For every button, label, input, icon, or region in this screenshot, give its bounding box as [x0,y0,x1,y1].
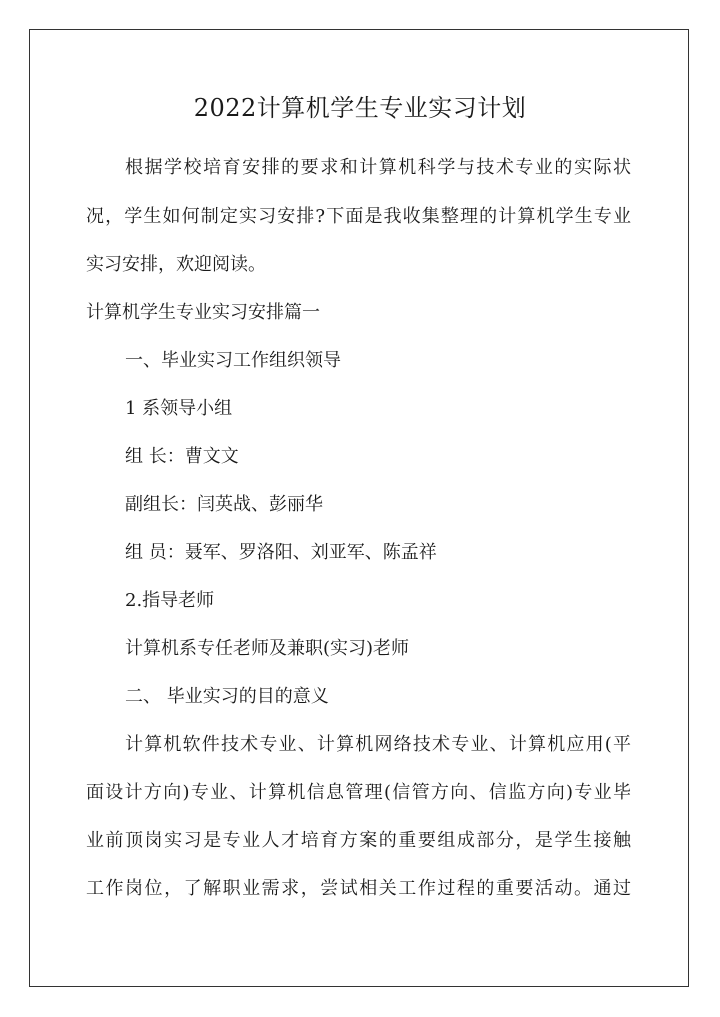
instructors-text: 计算机系专任老师及兼职(实习)老师 [125,638,410,659]
part2-body-line-1: 计算机软件技术专业、计算机网络技术专业、计算机应用(平 [125,734,631,755]
intro-line-2: 况，学生如何制定实习安排?下面是我收集整理的计算机学生专业 [86,206,631,227]
part1-heading: 一、毕业实习工作组织领导 [125,350,341,371]
item-leadership-group: 1 系领导小组 [125,398,233,419]
section-heading: 计算机学生专业实习安排篇一 [86,302,320,323]
part2-body-line-4: 工作岗位，了解职业需求，尝试相关工作过程的重要活动。通过 [86,878,631,899]
vice-group-leader: 副组长：闫英战、彭丽华 [125,494,323,515]
group-members: 组 员：聂军、罗洛阳、刘亚军、陈孟祥 [125,542,437,563]
intro-line-1: 根据学校培育安排的要求和计算机科学与技术专业的实际状 [125,157,631,178]
item-instructors: 2.指导老师 [125,590,215,611]
group-leader: 组 长：曹文文 [125,446,239,467]
part2-body-line-2: 面设计方向)专业、计算机信息管理(信管方向、信监方向)专业毕 [86,782,631,803]
document-title: 2022计算机学生专业实习计划 [193,94,527,122]
intro-line-3: 实习安排，欢迎阅读。 [86,254,266,275]
part2-body-line-3: 业前顶岗实习是专业人才培育方案的重要组成部分，是学生接触 [86,830,631,851]
part2-heading: 二、 毕业实习的目的意义 [125,686,329,707]
